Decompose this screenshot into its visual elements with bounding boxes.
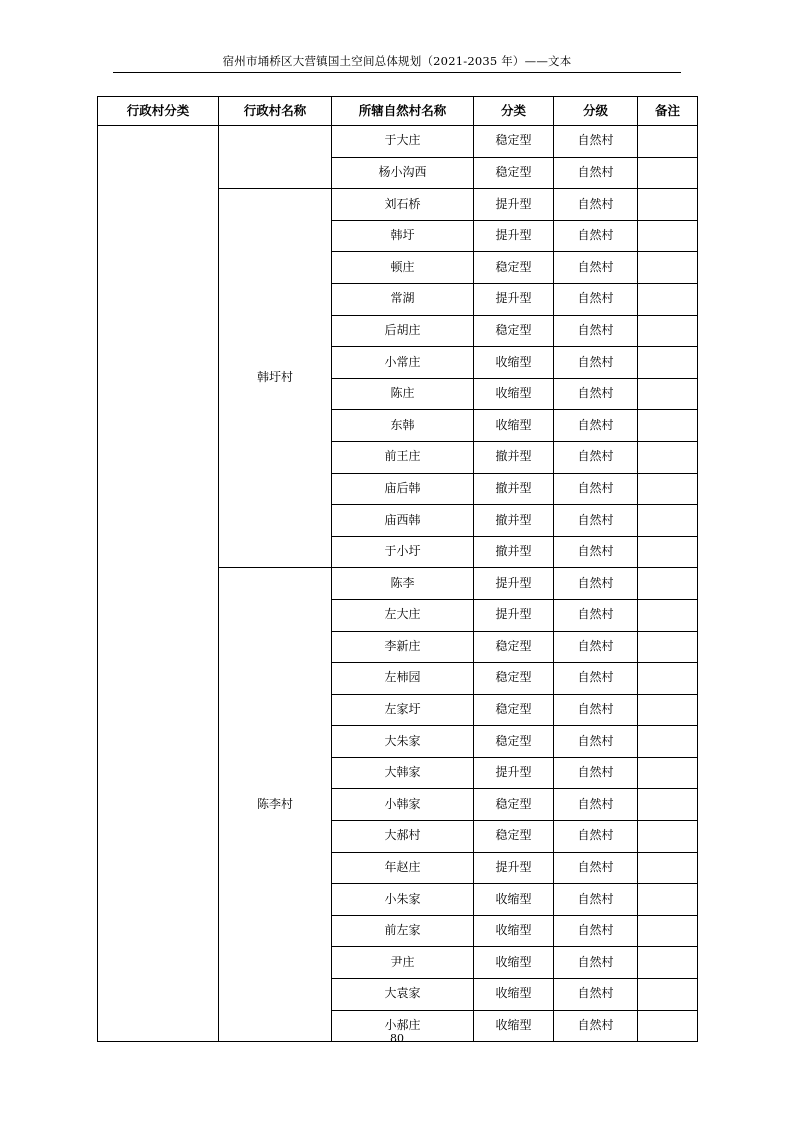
type-cell: 收缩型 (474, 410, 554, 442)
natural-village-cell: 小韩家 (332, 789, 474, 821)
level-cell: 自然村 (554, 126, 638, 158)
level-cell: 自然村 (554, 441, 638, 473)
natural-village-cell: 小朱家 (332, 884, 474, 916)
column-header-remark: 备注 (638, 97, 698, 126)
level-cell: 自然村 (554, 915, 638, 947)
type-cell: 收缩型 (474, 1010, 554, 1042)
type-cell: 稳定型 (474, 157, 554, 189)
natural-village-cell: 陈庄 (332, 378, 474, 410)
remark-cell (638, 126, 698, 158)
page-number: 80 (390, 1032, 404, 1045)
natural-village-cell: 左家圩 (332, 694, 474, 726)
type-cell: 撤并型 (474, 505, 554, 537)
remark-cell (638, 536, 698, 568)
remark-cell (638, 252, 698, 284)
type-cell: 稳定型 (474, 821, 554, 853)
remark-cell (638, 315, 698, 347)
level-cell: 自然村 (554, 599, 638, 631)
type-cell: 提升型 (474, 568, 554, 600)
natural-village-cell: 年赵庄 (332, 852, 474, 884)
level-cell: 自然村 (554, 536, 638, 568)
level-cell: 自然村 (554, 789, 638, 821)
type-cell: 提升型 (474, 852, 554, 884)
remark-cell (638, 663, 698, 695)
type-cell: 稳定型 (474, 663, 554, 695)
village-group-cell (219, 126, 332, 189)
type-cell: 稳定型 (474, 252, 554, 284)
natural-village-cell: 刘石桥 (332, 189, 474, 221)
type-cell: 提升型 (474, 189, 554, 221)
level-cell: 自然村 (554, 189, 638, 221)
type-cell: 收缩型 (474, 915, 554, 947)
level-cell: 自然村 (554, 757, 638, 789)
level-cell: 自然村 (554, 631, 638, 663)
type-cell: 收缩型 (474, 884, 554, 916)
natural-village-cell: 左柿园 (332, 663, 474, 695)
type-cell: 稳定型 (474, 694, 554, 726)
remark-cell (638, 757, 698, 789)
table-row (98, 126, 698, 158)
natural-village-cell: 大韩家 (332, 757, 474, 789)
natural-village-cell: 前左家 (332, 915, 474, 947)
column-header-village-name: 行政村名称 (219, 97, 332, 126)
natural-village-cell: 于大庄 (332, 126, 474, 158)
level-cell: 自然村 (554, 157, 638, 189)
remark-cell (638, 821, 698, 853)
village-table (97, 96, 698, 1042)
level-cell: 自然村 (554, 947, 638, 979)
remark-cell (638, 789, 698, 821)
level-cell: 自然村 (554, 694, 638, 726)
remark-cell (638, 189, 698, 221)
table-body (98, 126, 698, 1042)
natural-village-cell: 小郝庄 (332, 1010, 474, 1042)
level-cell: 自然村 (554, 347, 638, 379)
type-cell: 提升型 (474, 599, 554, 631)
village-group-cell: 陈李村 (219, 568, 332, 1042)
type-cell: 撤并型 (474, 441, 554, 473)
level-cell: 自然村 (554, 283, 638, 315)
type-cell: 收缩型 (474, 378, 554, 410)
type-cell: 稳定型 (474, 126, 554, 158)
header-divider (113, 72, 681, 73)
natural-village-cell: 韩圩 (332, 220, 474, 252)
natural-village-cell: 后胡庄 (332, 315, 474, 347)
page-header (0, 50, 794, 73)
level-cell: 自然村 (554, 473, 638, 505)
type-cell: 稳定型 (474, 315, 554, 347)
type-cell: 稳定型 (474, 789, 554, 821)
natural-village-cell: 于小圩 (332, 536, 474, 568)
level-cell: 自然村 (554, 884, 638, 916)
level-cell: 自然村 (554, 1010, 638, 1042)
natural-village-cell: 常湖 (332, 283, 474, 315)
column-header-level: 分级 (554, 97, 638, 126)
type-cell: 提升型 (474, 220, 554, 252)
level-cell: 自然村 (554, 410, 638, 442)
natural-village-cell: 顿庄 (332, 252, 474, 284)
remark-cell (638, 157, 698, 189)
natural-village-cell: 左大庄 (332, 599, 474, 631)
header-title: 宿州市埇桥区大营镇国土空间总体规划（2021-2035 年）——文本 (222, 54, 572, 68)
remark-cell (638, 694, 698, 726)
remark-cell (638, 979, 698, 1011)
remark-cell (638, 410, 698, 442)
remark-cell (638, 599, 698, 631)
column-header-category: 行政村分类 (98, 97, 219, 126)
natural-village-cell: 小常庄 (332, 347, 474, 379)
level-cell: 自然村 (554, 726, 638, 758)
remark-cell (638, 473, 698, 505)
natural-village-cell: 尹庄 (332, 947, 474, 979)
natural-village-cell: 李新庄 (332, 631, 474, 663)
type-cell: 稳定型 (474, 631, 554, 663)
remark-cell (638, 915, 698, 947)
natural-village-cell: 杨小沟西 (332, 157, 474, 189)
remark-cell (638, 947, 698, 979)
natural-village-cell: 前王庄 (332, 441, 474, 473)
table-header-row (98, 97, 698, 126)
remark-cell (638, 852, 698, 884)
level-cell: 自然村 (554, 378, 638, 410)
type-cell: 收缩型 (474, 347, 554, 379)
village-group-cell: 韩圩村 (219, 189, 332, 568)
remark-cell (638, 505, 698, 537)
level-cell: 自然村 (554, 252, 638, 284)
natural-village-cell: 庙后韩 (332, 473, 474, 505)
column-header-natural-village: 所辖自然村名称 (332, 97, 474, 126)
type-cell: 稳定型 (474, 726, 554, 758)
natural-village-cell: 大袁家 (332, 979, 474, 1011)
level-cell: 自然村 (554, 568, 638, 600)
remark-cell (638, 631, 698, 663)
natural-village-cell: 大朱家 (332, 726, 474, 758)
type-cell: 撤并型 (474, 473, 554, 505)
level-cell: 自然村 (554, 315, 638, 347)
village-table-container (97, 96, 697, 1042)
level-cell: 自然村 (554, 505, 638, 537)
category-group-cell (98, 126, 219, 1042)
remark-cell (638, 378, 698, 410)
natural-village-cell: 东韩 (332, 410, 474, 442)
type-cell: 收缩型 (474, 947, 554, 979)
type-cell: 撤并型 (474, 536, 554, 568)
level-cell: 自然村 (554, 663, 638, 695)
level-cell: 自然村 (554, 852, 638, 884)
remark-cell (638, 441, 698, 473)
remark-cell (638, 726, 698, 758)
type-cell: 提升型 (474, 283, 554, 315)
natural-village-cell: 陈李 (332, 568, 474, 600)
column-header-type: 分类 (474, 97, 554, 126)
natural-village-cell: 庙西韩 (332, 505, 474, 537)
level-cell: 自然村 (554, 220, 638, 252)
level-cell: 自然村 (554, 821, 638, 853)
remark-cell (638, 283, 698, 315)
page-footer (0, 1032, 794, 1045)
remark-cell (638, 884, 698, 916)
remark-cell (638, 347, 698, 379)
remark-cell (638, 568, 698, 600)
type-cell: 收缩型 (474, 979, 554, 1011)
natural-village-cell: 大郝村 (332, 821, 474, 853)
remark-cell (638, 220, 698, 252)
type-cell: 提升型 (474, 757, 554, 789)
level-cell: 自然村 (554, 979, 638, 1011)
